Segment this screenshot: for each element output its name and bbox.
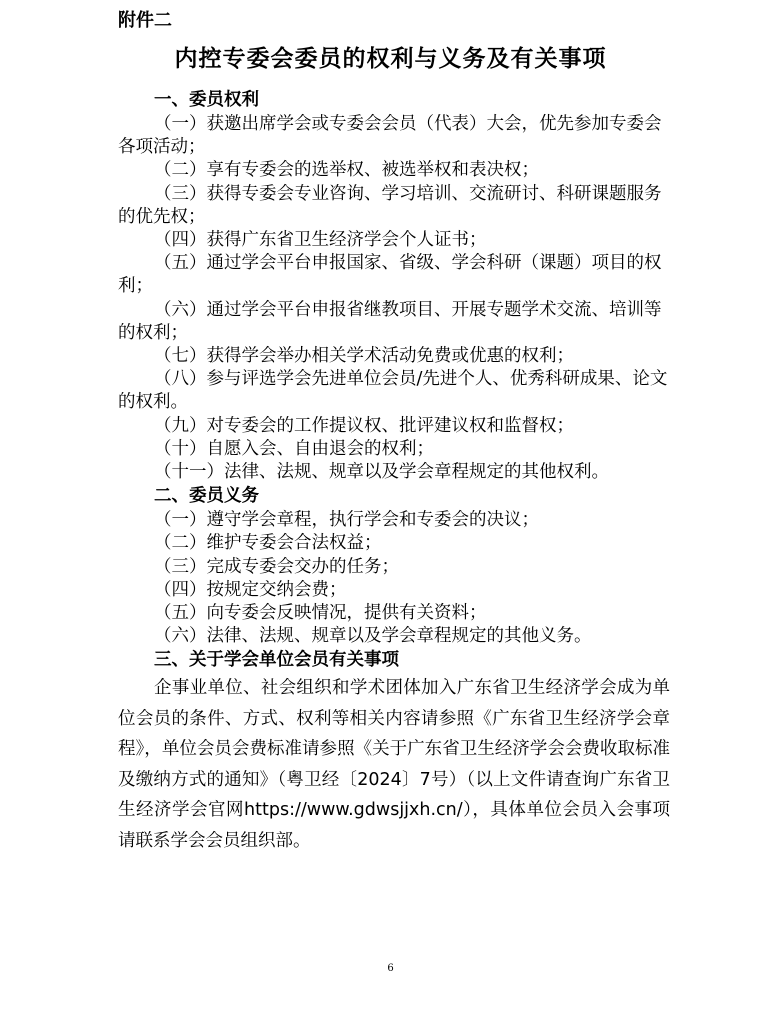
duties-item: （六）法律、法规、规章以及学会章程规定的其他义务。 (154, 626, 592, 647)
rights-item: （七）获得学会举办相关学术活动免费或优惠的权利； (154, 346, 574, 367)
rights-item: （九）对专委会的工作提议权、批评建议权和监督权； (154, 415, 574, 436)
attachment-label: 附件二 (118, 10, 172, 31)
duties-item: （三）完成专委会交办的任务； (154, 556, 399, 577)
page-number: 6 (387, 963, 394, 974)
rights-item: （五）通过学会平台申报国家、省级、学会科研（课题）项目的权利； (118, 253, 662, 297)
section-heading-rights: 一、委员权利 (154, 90, 259, 110)
rights-item: （八）参与评选学会先进单位会员/先进个人、优秀科研成果、论文的权利。 (118, 369, 668, 413)
rights-item: （十）自愿入会、自由退会的权利； (154, 438, 434, 459)
unit-members-paragraph: 企事业单位、社会组织和学术团体加入广东省卫生经济学会成为单位会员的条件、方式、权利等相关内容请参照《广东省卫生经济学会章程》，单位会员会费标准请参照《关于广东省卫生经济学会会费收取标准及缴纳方式的通知》（粤卫经〔2024〕7号）（以上文件请查询广东省卫生经济学会官网https://www.gdwsjjxh.cn/），具体单位会员入会事项请联系学会会员组织部。 (118, 678, 670, 851)
document-body (118, 88, 670, 856)
duties-item: （五）向专委会反映情况，提供有关资料； (154, 603, 487, 624)
rights-item: （三）获得专委会专业咨询、学习培训、交流研讨、科研课题服务的优先权； (118, 183, 662, 227)
rights-item: （四）获得广东省卫生经济学会个人证书； (154, 230, 487, 251)
section-heading-duties: 二、委员义务 (154, 486, 259, 507)
duties-item: （一）遵守学会章程，执行学会和专委会的决议； (154, 510, 539, 531)
duties-item: （四）按规定交纳会费； (154, 579, 347, 600)
section-heading-unit-members: 三、关于学会单位会员有关事项 (154, 650, 399, 671)
document-title: 内控专委会委员的权利与义务及有关事项 (174, 46, 607, 72)
rights-item: （六）通过学会平台申报省继教项目、开展专题学术交流、培训等的权利； (118, 299, 662, 343)
rights-item: （一）获邀出席学会或专委会会员（代表）大会，优先参加专委会各项活动； (118, 114, 662, 158)
duties-list (118, 509, 670, 648)
rights-list (118, 113, 670, 484)
duties-item: （二）维护专委会合法权益； (154, 533, 382, 554)
rights-item: （十一）法律、法规、规章以及学会章程规定的其他权利。 (154, 462, 609, 483)
rights-item: （二）享有专委会的选举权、被选举权和表决权； (154, 160, 539, 181)
